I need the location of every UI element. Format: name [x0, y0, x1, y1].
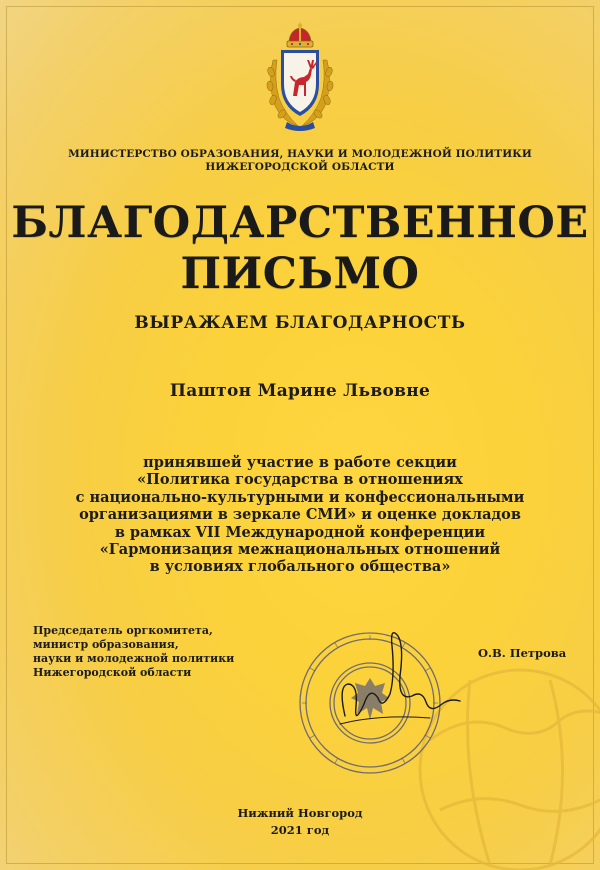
citation-text: [20, 454, 580, 576]
citation-line: «Политика государства в отношениях: [137, 471, 463, 489]
signatory-name: О.В. Петрова: [478, 646, 567, 660]
citation-line: с национально-культурными и конфессиональными: [75, 488, 525, 506]
citation-line: организациями в зеркале СМИ» и оценке докладов: [79, 506, 521, 524]
signatory-position-line: министр образования,: [33, 638, 179, 651]
citation-line: принявшей участие в работе секции: [143, 454, 457, 471]
ministry-heading: [20, 148, 580, 174]
signatory-position-line: науки и молодежной политики: [33, 652, 235, 665]
signatory-position-line: Председатель оргкомитета,: [33, 624, 213, 637]
citation-line: «Гармонизация межнациональных отношений: [99, 541, 501, 559]
issue-city: Нижний Новгород: [237, 806, 363, 820]
document-title-line-2: ПИСЬМО: [180, 249, 420, 299]
ministry-line-1: МИНИСТЕРСТВО ОБРАЗОВАНИЯ, НАУКИ И МОЛОДЕЖНОЙ ПОЛИТИКИ: [68, 148, 532, 160]
signature: [320, 606, 470, 746]
crown-icon: [287, 23, 313, 48]
signatory-position: [33, 624, 234, 680]
ministry-line-2: НИЖЕГОРОДСКОЙ ОБЛАСТИ: [205, 161, 395, 173]
citation-line: в рамках VII Международной конференции: [114, 523, 486, 541]
document-title-line-1: БЛАГОДАРСТВЕННОЕ: [11, 198, 589, 248]
issue-year: 2021 год: [270, 823, 330, 837]
gratitude-subtitle: ВЫРАЖАЕМ БЛАГОДАРНОСТЬ: [134, 313, 466, 333]
signatory-position-line: Нижегородской области: [33, 666, 192, 679]
recipient-name: Паштон Марине Львовне: [169, 381, 431, 401]
ribbon: [285, 122, 315, 131]
coat-of-arms-icon: [265, 22, 335, 134]
citation-line: в условиях глобального общества»: [149, 558, 451, 576]
